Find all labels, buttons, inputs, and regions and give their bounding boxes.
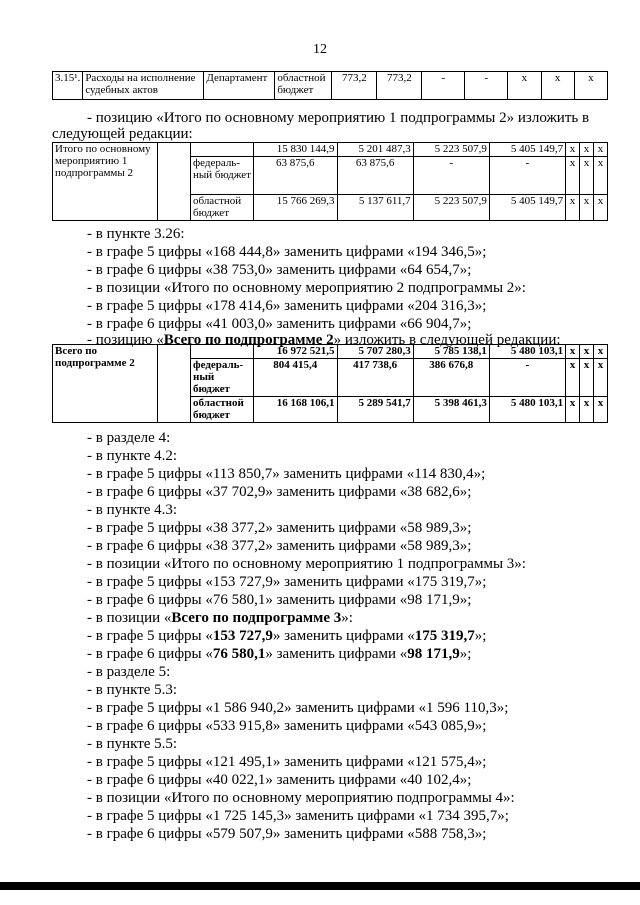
cell-total: 15 830 144,9 xyxy=(254,143,338,157)
line-b9: - в графе 6 цифры «76 580,1» заменить цифрами «98 171,9»; xyxy=(87,592,472,608)
line-a2: - в графе 6 цифры «38 753,0» заменить цифрами «64 654,7»; xyxy=(87,262,472,278)
cell-x3: х xyxy=(594,143,608,157)
line-c2: - в графе 5 цифры «1 586 940,2» заменить цифрами «1 596 110,3»; xyxy=(87,700,509,716)
cell-year3: 5 405 149,7 xyxy=(489,195,565,221)
cell-year2: 5 398 461,3 xyxy=(413,397,489,423)
scan-edge-bar xyxy=(0,882,640,890)
line-b8: - в графе 5 цифры «153 727,9» заменить цифрами «175 319,7»; xyxy=(87,574,487,590)
line-b1: - в пункте 4.2: xyxy=(87,448,178,464)
line-c6: - в графе 6 цифры «40 022,1» заменить цифрами «40 102,4»; xyxy=(87,772,472,788)
line-b2: - в графе 5 цифры «113 850,7» заменить цифрами «114 830,4»; xyxy=(87,466,486,482)
line-bold5 xyxy=(87,628,486,644)
line-a5: - в графе 6 цифры «41 003,0» заменить цифрами «66 904,7»; xyxy=(87,316,472,332)
cell-year2: 386 676,8 xyxy=(413,359,489,397)
cell-x1: х xyxy=(508,72,541,100)
line-total3-a: - в позиции « xyxy=(87,610,172,626)
cell-year3: - xyxy=(489,359,565,397)
line-b7: - в позиции «Итого по основному мероприятию 1 подпрограммы 3»: xyxy=(87,556,526,572)
cell-source xyxy=(191,143,254,157)
line-bold5-a: - в графе 5 цифры « xyxy=(87,628,213,644)
cell-x2: х xyxy=(580,397,594,423)
cell-source xyxy=(191,345,254,359)
cell-x1: х xyxy=(566,345,580,359)
cell-year1: 417 738,6 xyxy=(337,359,413,397)
cell-x1: х xyxy=(566,195,580,221)
intro-line-1: - позицию «Итого по основному мероприятию 1 подпрограммы 2» изложить в xyxy=(87,110,590,126)
cell-year3: 5 480 103,1 xyxy=(489,397,565,423)
line-total3-c: »: xyxy=(341,610,353,626)
cell-x2: х xyxy=(580,143,594,157)
line-a4: - в графе 5 цифры «178 414,6» заменить цифрами «204 316,3»; xyxy=(87,298,487,314)
line-bold6-c: » заменить цифрами « xyxy=(265,646,408,662)
line-bold6 xyxy=(87,646,471,662)
line-bold6-e: »; xyxy=(459,646,472,662)
cell-x3: х xyxy=(594,157,608,195)
line-c9: - в графе 6 цифры «579 507,9» заменить цифрами «588 758,3»; xyxy=(87,826,487,842)
line-b3: - в графе 6 цифры «37 702,9» заменить цифрами «38 682,6»; xyxy=(87,484,472,500)
line-c5: - в графе 5 цифры «121 495,1» заменить цифрами «121 575,4»; xyxy=(87,754,487,770)
cell-x1: х xyxy=(566,157,580,195)
line-bold5-d: 175 319,7 xyxy=(414,628,475,644)
cell-total: 63 875,6 xyxy=(254,157,338,195)
cell-year3: - xyxy=(489,157,565,195)
cell-year1: 5 201 487,3 xyxy=(337,143,413,157)
cell-year2: - xyxy=(422,72,465,100)
line-c0: - в разделе 5: xyxy=(87,664,171,680)
cell-x3: х xyxy=(594,359,608,397)
cell-x2: х xyxy=(580,359,594,397)
line-bold5-e: »; xyxy=(474,628,487,644)
table-row xyxy=(53,345,608,359)
cell-x2: х xyxy=(580,345,594,359)
cell-label: Итого по основному мероприятию 1 подпрограммы 2 xyxy=(53,143,158,221)
cell-year1: 5 707 280,3 xyxy=(337,345,413,359)
cell-total: 804 415,4 xyxy=(254,359,338,397)
line-a1: - в графе 5 цифры «168 444,8» заменить цифрами «194 346,5»; xyxy=(87,244,487,260)
cell-empty xyxy=(158,345,191,423)
cell-total: 16 972 521,5 xyxy=(254,345,338,359)
line-bold6-d: 98 171,9 xyxy=(407,646,460,662)
line-a3: - в позиции «Итого по основному мероприятию 2 подпрограммы 2»: xyxy=(87,280,526,296)
table-total-measure1-sub2 xyxy=(52,142,608,221)
cell-year2: 5 223 507,9 xyxy=(413,195,489,221)
cell-year2: 5 223 507,9 xyxy=(413,143,489,157)
line-b0: - в разделе 4: xyxy=(87,430,171,446)
cell-x3: х xyxy=(574,72,607,100)
line-c1: - в пункте 5.3: xyxy=(87,682,178,698)
line-bold6-b: 76 580,1 xyxy=(212,646,266,662)
cell-label: Всего по подпрограмме 2 xyxy=(53,345,158,423)
cell-total: 15 766 269,3 xyxy=(254,195,338,221)
intro-line-2: следующей редакции: xyxy=(52,126,193,142)
line-total3-b: Всего по подпрограмме 3 xyxy=(171,610,342,626)
line-c7: - в позиции «Итого по основному мероприятию подпрограммы 4»: xyxy=(87,790,515,806)
cell-x2: х xyxy=(541,72,574,100)
cell-year2: 5 785 138,1 xyxy=(413,345,489,359)
table-item-3-15-1 xyxy=(52,71,608,100)
cell-year1: 5 137 611,7 xyxy=(337,195,413,221)
cell-source: областной бюджет xyxy=(275,72,332,100)
cell-source: областной бюджет xyxy=(191,195,254,221)
table-row xyxy=(53,143,608,157)
line-b5: - в графе 5 цифры «38 377,2» заменить цифрами «58 989,3»; xyxy=(87,520,472,536)
line-bold6-a: - в графе 6 цифры « xyxy=(87,646,213,662)
line-c8: - в графе 5 цифры «1 725 145,3» заменить цифрами «1 734 395,7»; xyxy=(87,808,509,824)
table-total-sub2 xyxy=(52,344,608,423)
cell-x2: х xyxy=(580,195,594,221)
line-a0: - в пункте 3.26: xyxy=(87,226,185,242)
cell-year3: - xyxy=(465,72,508,100)
cell-name: Расходы на исполнение судебных актов xyxy=(83,72,204,100)
line-c4: - в пункте 5.5: xyxy=(87,736,178,752)
line-total2-c: » изложить в следующей редакции: xyxy=(333,332,561,348)
cell-year1: 5 289 541,7 xyxy=(337,397,413,423)
cell-executor: Департамент xyxy=(204,72,275,100)
cell-source: областной бюджет xyxy=(191,397,254,423)
cell-x1: х xyxy=(566,397,580,423)
cell-empty xyxy=(158,143,191,221)
cell-total: 16 168 106,1 xyxy=(254,397,338,423)
line-bold5-b: 153 727,9 xyxy=(212,628,273,644)
cell-year1: 63 875,6 xyxy=(337,157,413,195)
cell-x3: х xyxy=(594,397,608,423)
cell-year2: - xyxy=(413,157,489,195)
cell-source: федераль-ный бюджет xyxy=(191,157,254,195)
cell-x3: х xyxy=(594,345,608,359)
cell-x1: х xyxy=(566,143,580,157)
line-total2-b: Всего по подпрограмме 2 xyxy=(163,332,334,348)
cell-source: федераль-ный бюджет xyxy=(191,359,254,397)
cell-number: 3.15¹. xyxy=(53,72,83,100)
page-number: 12 xyxy=(313,42,327,57)
cell-x2: х xyxy=(580,157,594,195)
cell-total: 773,2 xyxy=(332,72,377,100)
line-total3 xyxy=(87,610,353,626)
cell-year3: 5 480 103,1 xyxy=(489,345,565,359)
cell-x1: х xyxy=(566,359,580,397)
cell-year1: 773,2 xyxy=(377,72,422,100)
line-c3: - в графе 6 цифры «533 915,8» заменить цифрами «543 085,9»; xyxy=(87,718,487,734)
line-total2-a: - позицию « xyxy=(87,332,164,348)
cell-x3: х xyxy=(594,195,608,221)
cell-year3: 5 405 149,7 xyxy=(489,143,565,157)
line-bold5-c: » заменить цифрами « xyxy=(272,628,415,644)
line-b4: - в пункте 4.3: xyxy=(87,502,178,518)
table-row xyxy=(53,72,608,100)
line-b6: - в графе 6 цифры «38 377,2» заменить цифрами «58 989,3»; xyxy=(87,538,472,554)
